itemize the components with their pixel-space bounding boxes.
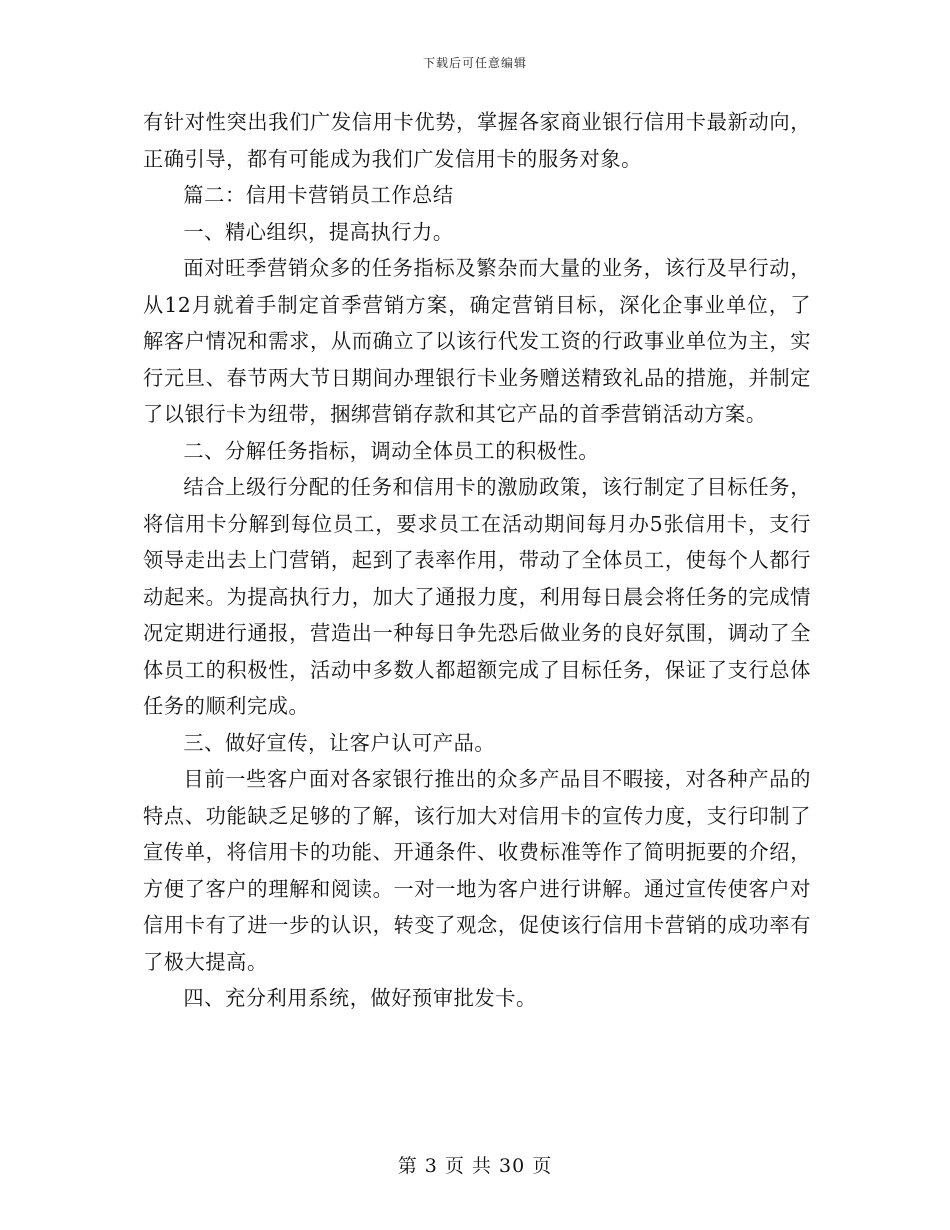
paragraph: 面对旺季营销众多的任务指标及繁杂而大量的业务，该行及早行动，从12月就着手制定首季营销方案，确定营销目标，深化企事业单位，了解客户情况和需求，从而确立了以该行代发工资的行政事业单位为主，实行元旦、春节两大节日期间办理银行卡业务赠送精致礼品的措施，并制定了以银行卡为纽带，捆绑营销存款和其它产品的首季营销活动方案。 [143, 256, 811, 426]
page-header-note: 下载后可任意编辑 [422, 56, 527, 70]
section-title: 篇二：信用卡营销员工作总结 [183, 183, 454, 207]
heading-1: 一、精心组织，提高执行力。 [183, 219, 454, 244]
heading-4: 四、充分利用系统，做好预审批发卡。 [183, 986, 537, 1010]
document-body [143, 104, 811, 1017]
paragraph: 结合上级行分配的任务和信用卡的激励政策，该行制定了目标任务，将信用卡分解到每位员工，要求员工在活动期间每月办5张信用卡，支行领导走出去上门营销，起到了表率作用，带动了全体员工，使每个人都行动起来。为提高执行力，加大了通报力度，利用每日晨会将任务的完成情况定期进行通报，营造出一种每日争先恐后做业务的良好氛围，调动了全体员工的积极性，活动中多数人都超额完成了目标任务，保证了支行总体任务的顺利完成。 [143, 475, 811, 718]
page-number: 第 3 页 共 30 页 [397, 1155, 553, 1177]
heading-3: 三、做好宣传，让客户认可产品。 [183, 730, 496, 755]
paragraph: 目前一些客户面对各家银行推出的众多产品目不暇接，对各种产品的特点、功能缺乏足够的了解，该行加大对信用卡的宣传力度，支行印制了宣传单，将信用卡的功能、开通条件、收费标准等作了简明扼要的介绍，方便了客户的理解和阅读。一对一地为客户进行讲解。通过宣传使客户对信用卡有了进一步的认识，转变了观念，促使该行信用卡营销的成功率有了极大提高。 [143, 767, 811, 974]
heading-2: 二、分解任务指标，调动全体员工的积极性。 [183, 438, 600, 463]
paragraph-continuation: 有针对性突出我们广发信用卡优势，掌握各家商业银行信用卡最新动向，正确引导，都有可能成为我们广发信用卡的服务对象。 [143, 110, 811, 171]
